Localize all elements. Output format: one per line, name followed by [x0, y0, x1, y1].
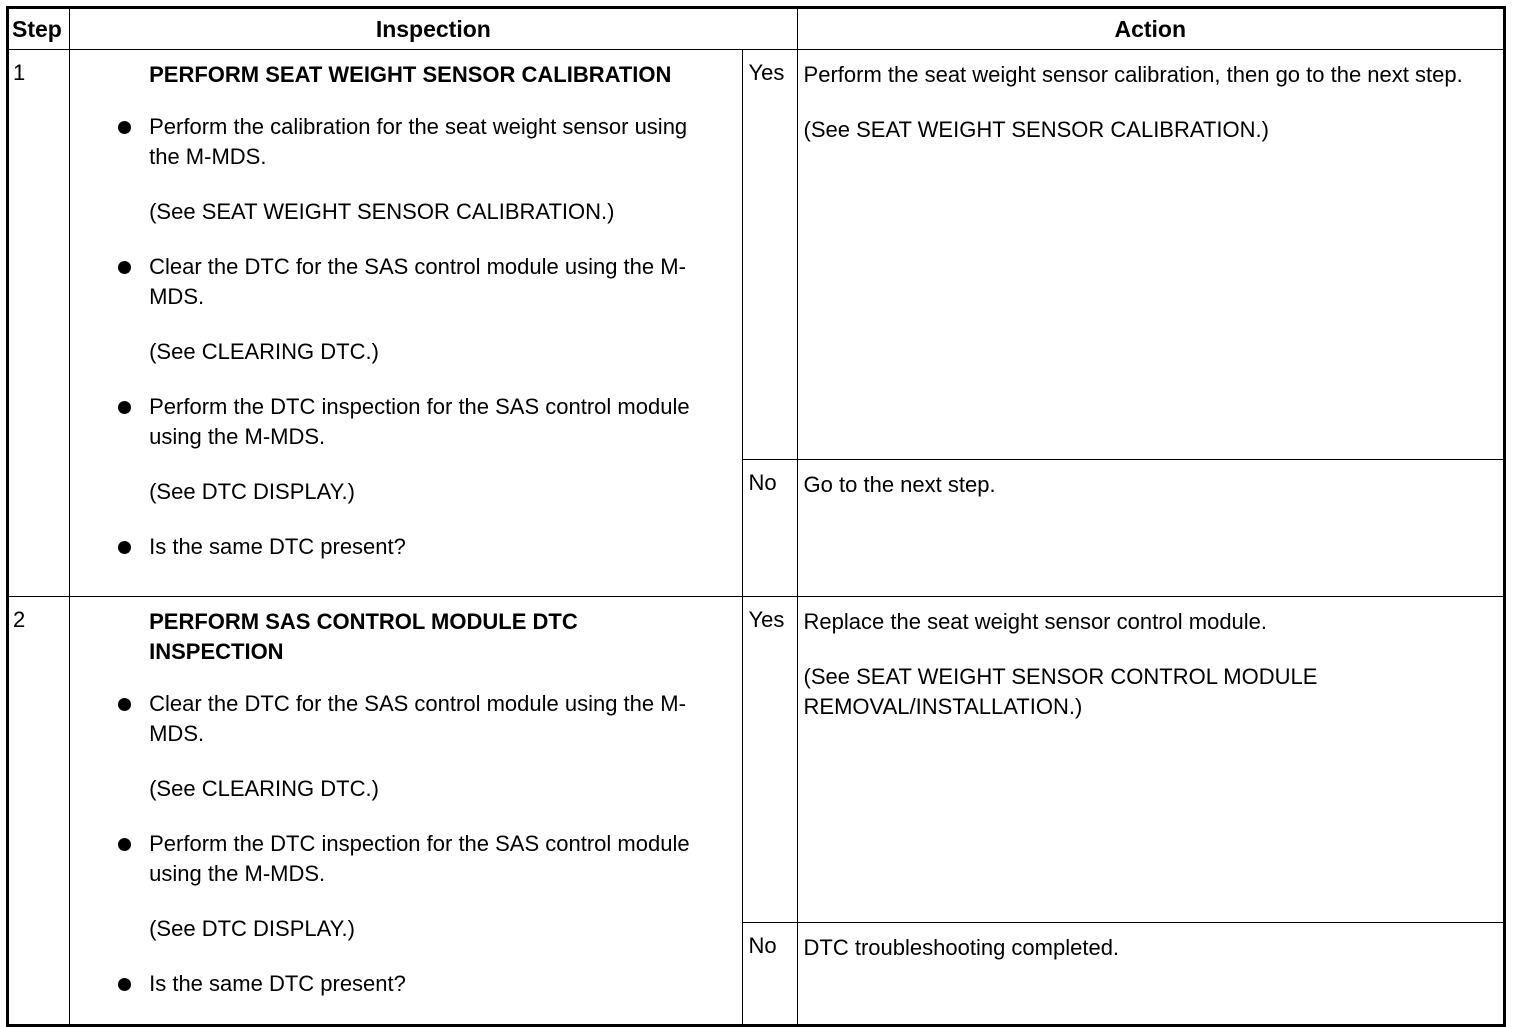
inspection-item-reference: (See DTC DISPLAY.): [149, 479, 355, 504]
no-action-cell: [797, 923, 1504, 1026]
inspection-title: PERFORM SAS CONTROL MODULE DTC INSPECTION: [149, 609, 578, 664]
inspection-item-text: Perform the calibration for the seat weight sensor using the M-MDS.: [149, 114, 688, 169]
no-label: No: [743, 460, 797, 597]
bullet-icon: [118, 121, 131, 134]
inspection-cell: [70, 50, 743, 597]
inspection-item-text: Perform the DTC inspection for the SAS control module using the M-MDS.: [149, 394, 690, 449]
inspection-item: [70, 689, 712, 804]
step-1-yes-row: [8, 50, 1505, 460]
inspection-item: [70, 532, 712, 562]
yes-action-reference: (See SEAT WEIGHT SENSOR CALIBRATION.): [803, 117, 1269, 142]
inspection-item-text: Perform the DTC inspection for the SAS control module using the M-MDS.: [149, 831, 690, 886]
inspection-item-text: Is the same DTC present?: [149, 971, 406, 996]
bullet-icon: [118, 838, 131, 851]
bullet-icon: [118, 401, 131, 414]
troubleshooting-table: [6, 6, 1506, 1027]
bullet-icon: [118, 698, 131, 711]
yes-action-cell: [797, 50, 1504, 460]
inspection-item: [70, 392, 712, 507]
yes-action-reference: (See SEAT WEIGHT SENSOR CONTROL MODULE REMOVAL/INSTALLATION.): [803, 664, 1318, 719]
no-action-text: Go to the next step.: [803, 472, 996, 497]
inspection-item-reference: (See DTC DISPLAY.): [149, 916, 355, 941]
no-action-cell: [797, 460, 1504, 597]
step-number: 2: [8, 597, 70, 1026]
yes-action-text: Replace the seat weight sensor control module.: [803, 609, 1268, 634]
no-action-text: DTC troubleshooting completed.: [803, 935, 1120, 961]
no-label: No: [743, 923, 797, 1026]
inspection-list: [70, 689, 712, 999]
inspection-item-reference: (See CLEARING DTC.): [149, 339, 379, 364]
yes-label: Yes: [743, 50, 797, 460]
step-header: Step: [8, 8, 70, 50]
step-number: 1: [8, 50, 70, 597]
bullet-icon: [118, 261, 131, 274]
inspection-cell: [70, 597, 743, 1026]
yes-action-cell: [797, 597, 1504, 923]
yes-label: Yes: [743, 597, 797, 923]
header-row: [8, 8, 1505, 50]
inspection-item-reference: (See CLEARING DTC.): [149, 776, 379, 801]
inspection-item-text: Clear the DTC for the SAS control module using the M-MDS.: [149, 254, 686, 309]
step-2-yes-row: [8, 597, 1505, 923]
inspection-item: [70, 112, 712, 227]
bullet-icon: [118, 978, 131, 991]
inspection-item: [70, 969, 712, 999]
inspection-list: [70, 112, 712, 562]
inspection-header: Inspection: [70, 8, 797, 50]
inspection-item-text: Clear the DTC for the SAS control module using the M-MDS.: [149, 691, 686, 746]
inspection-item: [70, 252, 712, 367]
inspection-item: [70, 829, 712, 944]
inspection-item-reference: (See SEAT WEIGHT SENSOR CALIBRATION.): [149, 199, 615, 224]
action-header: Action: [797, 8, 1504, 50]
yes-action-text: Perform the seat weight sensor calibration, then go to the next step.: [803, 62, 1463, 87]
bullet-icon: [118, 541, 131, 554]
inspection-title: PERFORM SEAT WEIGHT SENSOR CALIBRATION: [149, 62, 672, 87]
inspection-item-text: Is the same DTC present?: [149, 534, 406, 559]
